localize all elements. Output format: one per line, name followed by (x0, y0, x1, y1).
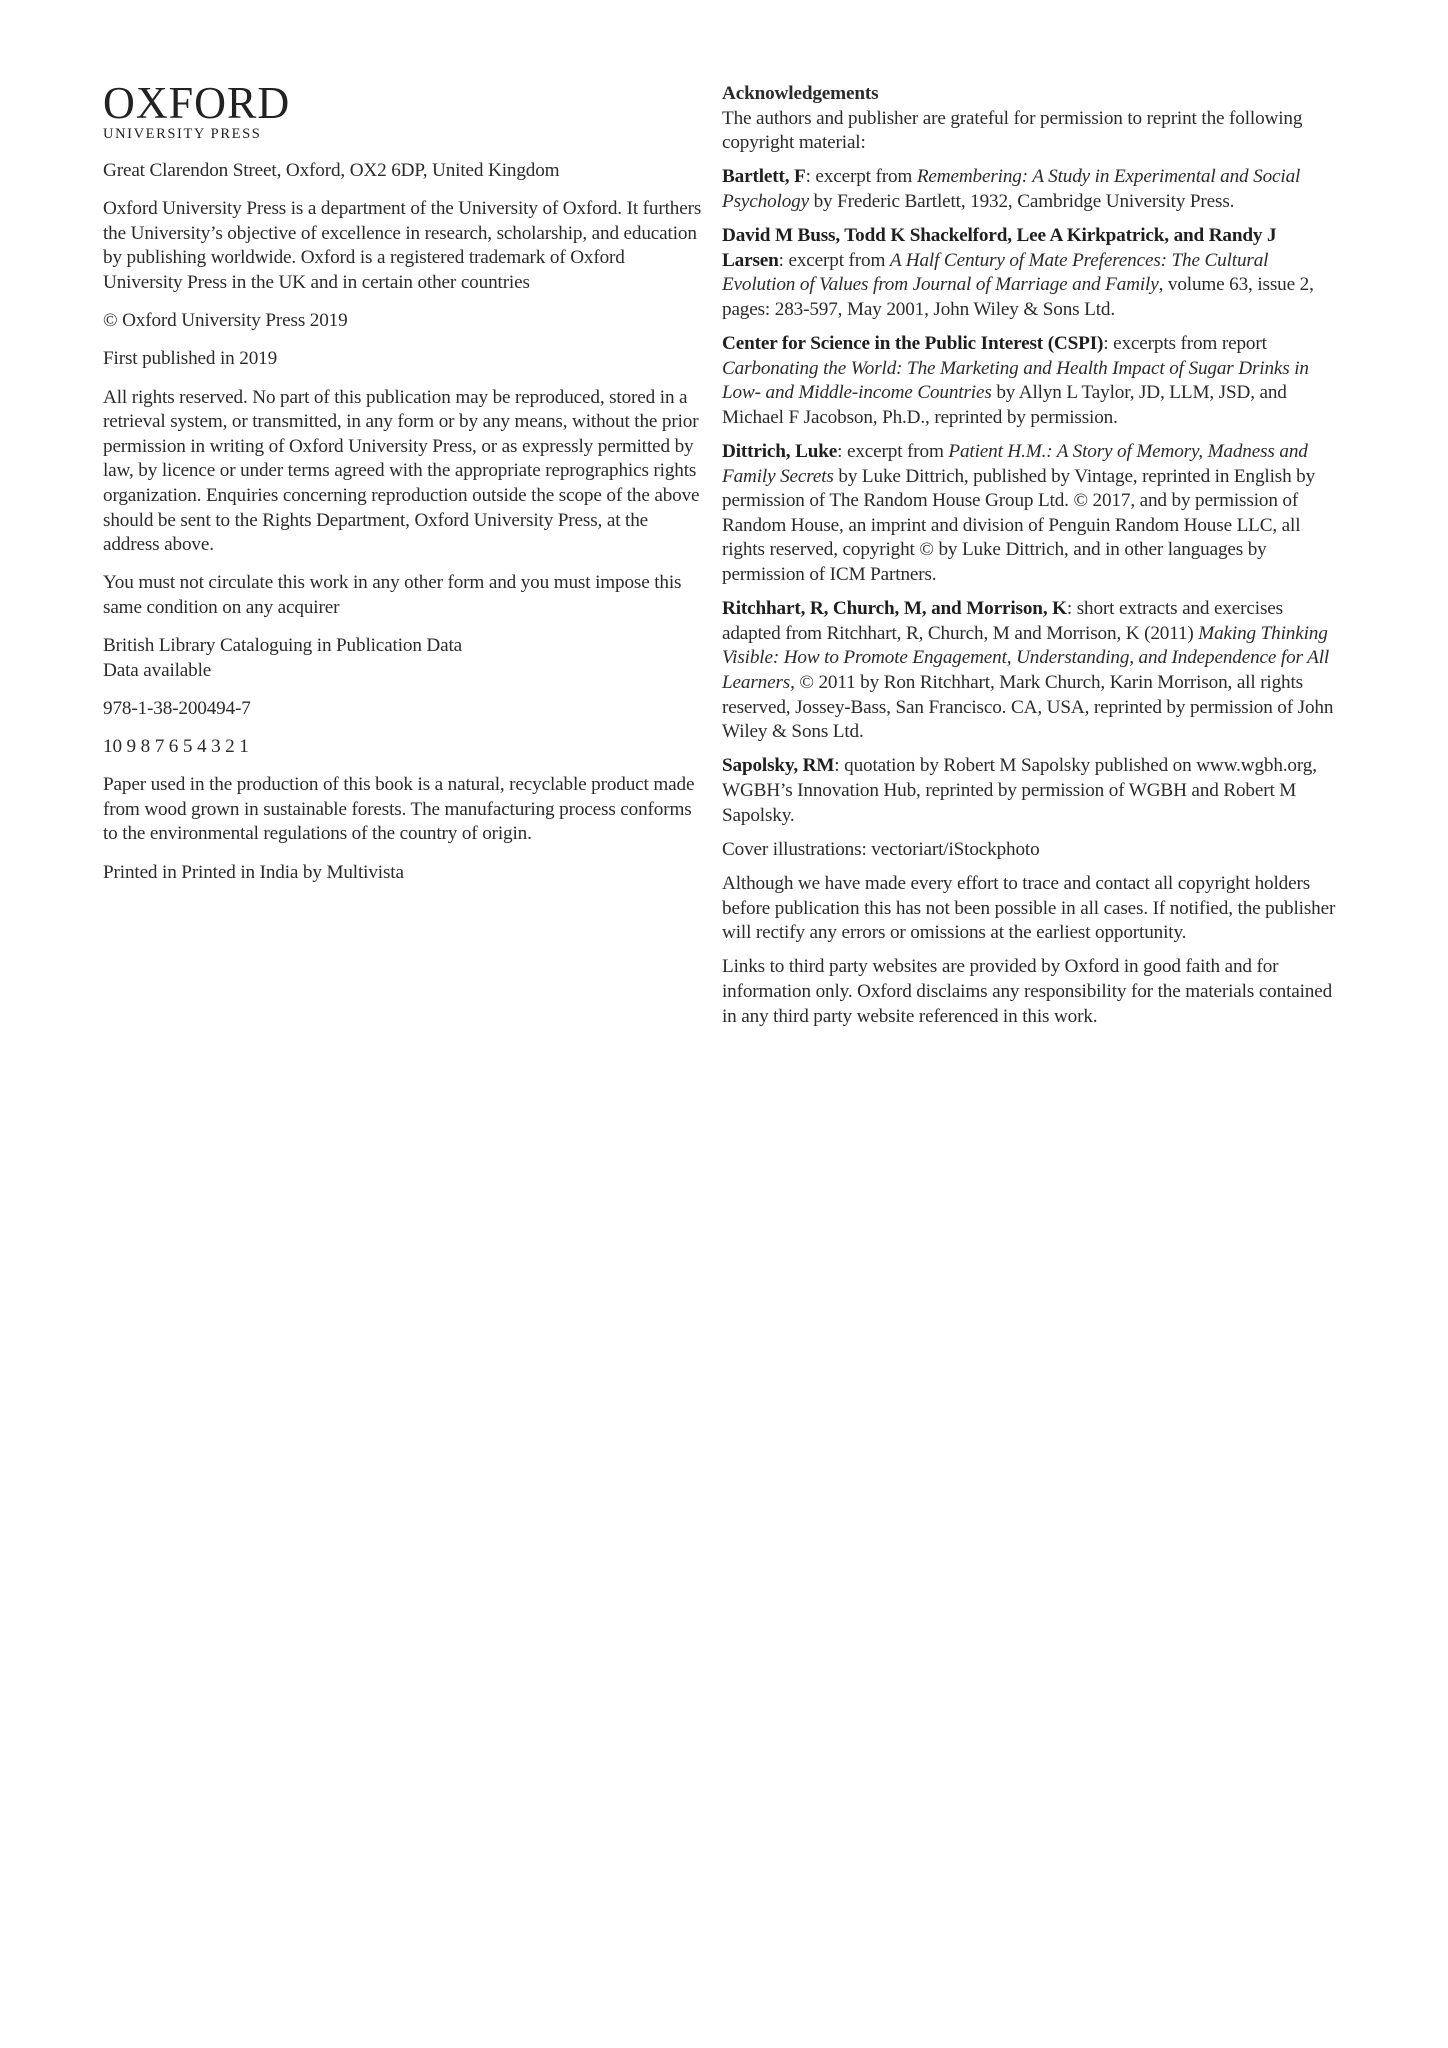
entry-description: : excerpt from (805, 166, 917, 188)
acknowledgement-entry (722, 597, 1342, 745)
printer-statement: Printed in Printed in India by Multivista (103, 861, 404, 883)
oxford-university-press-logo (103, 78, 294, 143)
print-line: 10 9 8 7 6 5 4 3 2 1 (103, 736, 249, 758)
entry-description: : quotation by Robert M Sapolsky published on www.wgbh.org, WGBH’s Innovation Hub, reprinted by permission of WGBH and Robert M Sapolsky. (722, 755, 1317, 826)
acknowledgement-entry (722, 754, 1342, 828)
entry-source: Sapolsky, RM (722, 755, 835, 777)
logo-subtitle: UNIVERSITY PRESS (103, 126, 262, 142)
paper-statement: Paper used in the production of this book is a natural, recyclable product made from wood grown in sustainable forests. The manufacturing process conforms to the environmental regulations of the country of origin. (103, 774, 695, 845)
entry-details: , © 2011 by Ron Ritchhart, Mark Church, Karin Morrison, all rights reserved, Jossey-Bass, San Francisco. CA, USA, reprinted by permission of John Wiley & Sons Ltd. (722, 672, 1334, 743)
entry-title: Remembering: A Study in Experimental and Social Psychology (722, 166, 1301, 212)
acknowledgements-text (722, 82, 1342, 1039)
acknowledgement-entry (722, 440, 1342, 588)
acknowledgements-intro-block (722, 82, 1342, 156)
cataloguing-data (103, 634, 703, 683)
first-published: First published in 2019 (103, 348, 278, 370)
entry-source: Center for Science in the Public Interest (CSPI) (722, 333, 1104, 355)
acknowledgements-intro: The authors and publisher are grateful for permission to reprint the following copyright material: (722, 107, 1303, 154)
entry-description: : excerpt from (778, 249, 890, 271)
entry-details: , volume 63, issue 2, pages: 283-597, May 2001, John Wiley & Sons Ltd. (722, 274, 1314, 320)
acknowledgement-entry (722, 332, 1342, 430)
imprint-text (103, 159, 703, 899)
cataloguing-status: Data available (103, 659, 212, 681)
entry-source: David M Buss, Todd K Shackelford, Lee A Kirkpatrick, and Randy J Larsen (722, 225, 1277, 271)
entry-source: Dittrich, Luke (722, 441, 838, 463)
entry-source: Bartlett, F (722, 166, 806, 188)
copyright-notice: © Oxford University Press 2019 (103, 310, 348, 332)
entry-title: Making Thinking Visible: How to Promote Engagement, Understanding, and Independence for All Learners (722, 622, 1330, 694)
entry-title: Carbonating the World: The Marketing and Health Impact of Sugar Drinks in Low- and Middle-income Countries (722, 357, 1309, 404)
acknowledgements-heading: Acknowledgements (722, 83, 879, 104)
entry-description: : excerpt from (837, 441, 949, 463)
entry-details: by Frederic Bartlett, 1932, Cambridge University Press. (808, 190, 1235, 212)
entry-title: A Half Century of Mate Preferences: The Cultural Evolution of Values from Journal of Marriage and Family (722, 249, 1269, 296)
acknowledgement-entry (722, 224, 1342, 322)
publisher-about: Oxford University Press is a department of the University of Oxford. It furthers the University’s objective of excellence in research, scholarship, and education by publishing worldwide. Oxford is a registered trademark of Oxford University Press in the UK and in certain other countries (103, 198, 702, 293)
entry-description: : excerpts from report (1103, 333, 1267, 355)
isbn: 978-1-38-200494-7 (103, 697, 251, 719)
logo-wordmark: OXFORD (103, 78, 291, 128)
entry-description: : short extracts and exercises adapted from Ritchhart, R, Church, M and Morrison, K (2011) (722, 598, 1283, 644)
effort-notice: Although we have made every effort to trace and contact all copyright holders before publication this has not been possible in all cases. If notified, the publisher will rectify any errors or omissions at the earliest opportunity. (722, 872, 1336, 944)
entry-details: by Luke Dittrich, published by Vintage, reprinted in English by permission of The Random House Group Ltd. © 2017, and by permission of Random House, an imprint and division of Penguin Random House LLC, all rights reserved, copyright © by Luke Dittrich, and in other languages by permission of ICM Partners. (722, 465, 1316, 586)
publisher-address: Great Clarendon Street, Oxford, OX2 6DP, United Kingdom (103, 160, 560, 181)
circulation-statement: You must not circulate this work in any other form and you must impose this same condition on any acquirer (103, 572, 682, 618)
rights-statement: All rights reserved. No part of this publication may be reproduced, stored in a retrieval system, or transmitted, in any form or by any means, without the prior permission in writing of Oxford University Press, or as expressly permitted by law, by licence or under terms agreed with the appropriate reprographics rights organization. Enquiries concerning reproduction outside the scope of the above should be sent to the Rights Department, Oxford University Press, at the address above. (103, 386, 700, 556)
cover-credit: Cover illustrations: vectoriart/iStockphoto (722, 838, 1040, 860)
entry-details: by Allyn L Taylor, JD, LLM, JSD, and Michael F Jacobson, Ph.D., reprinted by permission. (722, 382, 1287, 428)
cataloguing-line: British Library Cataloguing in Publication Data (103, 635, 463, 657)
entry-title: Patient H.M.: A Story of Memory, Madness and Family Secrets (722, 441, 1308, 487)
third-party-links-notice: Links to third party websites are provided by Oxford in good faith and for information only. Oxford disclaims any responsibility for the materials contained in any third party website referenced in this work. (722, 956, 1333, 1027)
entry-source: Ritchhart, R, Church, M, and Morrison, K (722, 598, 1067, 620)
acknowledgement-entry (722, 165, 1342, 214)
